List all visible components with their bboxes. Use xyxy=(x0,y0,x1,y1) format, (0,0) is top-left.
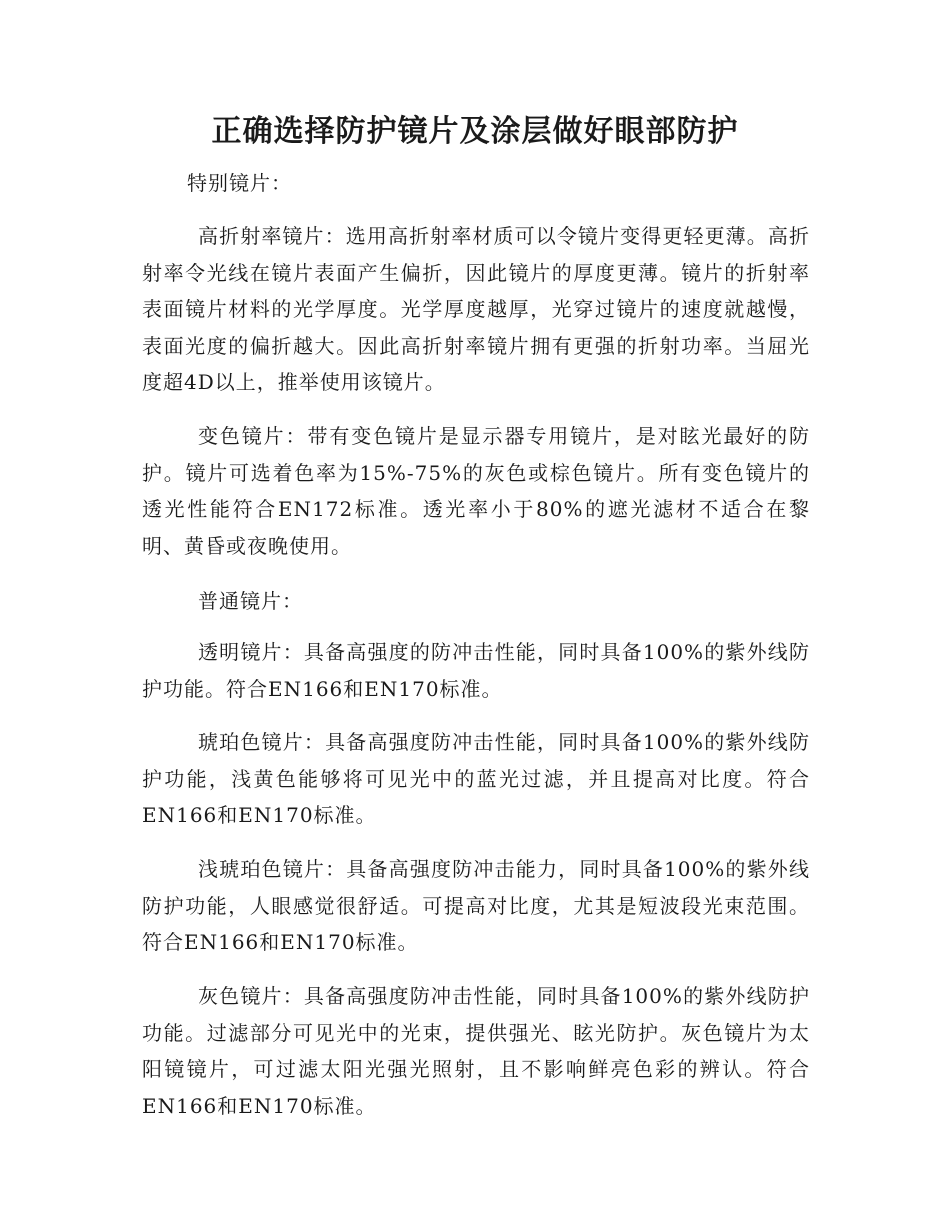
paragraph-photochromic-lens: 变色镜片：带有变色镜片是显示器专用镜片，是对眩光最好的防护。镜片可选着色率为15%-75%的灰色或棕色镜片。所有变色镜片的透光性能符合EN172标准。透光率小于80%的遮光滤材不适合在黎明、黄昏或夜晚使用。 xyxy=(142,424,810,558)
paragraph-high-index-lens: 高折射率镜片：选用高折射率材质可以令镜片变得更轻更薄。高折射率令光线在镜片表面产生偏折，因此镜片的厚度更薄。镜片的折射率表面镜片材料的光学厚度。光学厚度越厚，光穿过镜片的速度就越慢，表面光度的偏折越大。因此高折射率镜片拥有更强的折射功率。当屈光度超4D以上，推举使用该镜片。 xyxy=(142,224,810,394)
section-heading-special-lenses: 特别镜片： xyxy=(187,171,292,195)
paragraph-light-amber-lens: 浅琥珀色镜片：具备高强度防冲击能力，同时具备100%的紫外线防护功能，人眼感觉很舒适。可提高对比度，尤其是短波段光束范围。符合EN166和EN170标准。 xyxy=(142,857,810,954)
paragraph-amber-lens: 琥珀色镜片：具备高强度防冲击性能，同时具备100%的紫外线防护功能，浅黄色能够将可见光中的蓝光过滤，并且提高对比度。符合EN166和EN170标准。 xyxy=(142,730,810,827)
paragraph-gray-lens: 灰色镜片：具备高强度防冲击性能，同时具备100%的紫外线防护功能。过滤部分可见光中的光束，提供强光、眩光防护。灰色镜片为太阳镜镜片，可过滤太阳光强光照射，且不影响鲜亮色彩的辨认。符合EN166和EN170标准。 xyxy=(142,984,810,1118)
document-title: 正确选择防护镜片及涂层做好眼部防护 xyxy=(211,114,739,149)
paragraph-clear-lens: 透明镜片：具备高强度的防冲击性能，同时具备100%的紫外线防护功能。符合EN166和EN170标准。 xyxy=(142,640,810,701)
section-heading-normal-lenses: 普通镜片： xyxy=(198,589,303,613)
